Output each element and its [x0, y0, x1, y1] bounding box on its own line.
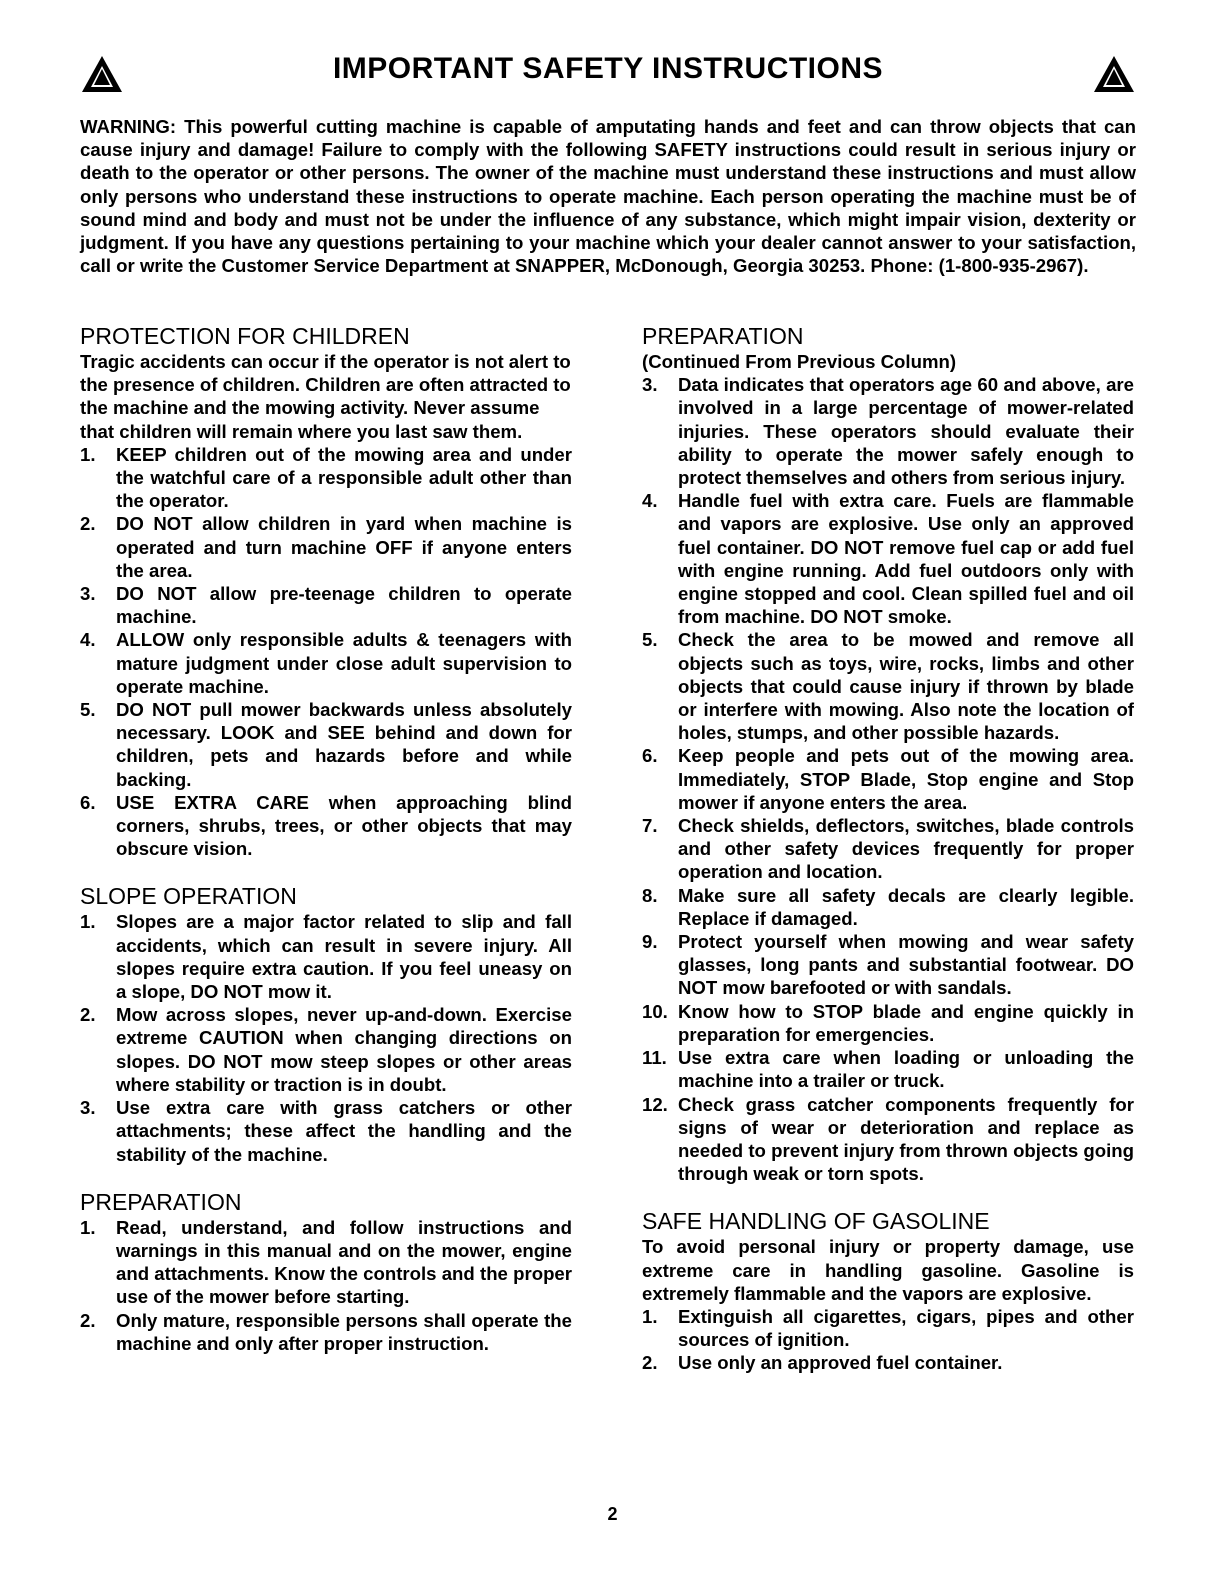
- protection-lead: Tragic accidents can occur if the operator is not alert to the presence of children. Children are often attracted to the machine and the mowing activity. Never assume that children will remain where you last saw them.: [80, 351, 571, 442]
- left-column: [80, 322, 572, 1355]
- gasoline-list: [642, 1305, 1134, 1375]
- list-item: 5. Check the area to be mowed and remove all objects such as toys, wire, rocks, limbs and other objects that could cause injury if thrown by blade or interfere with mowing. Also note the location of holes, stumps, and other possible hazards.: [642, 629, 1134, 744]
- section-title-preparation-continued: PREPARATION: [642, 323, 804, 349]
- list-item: 7. Check shields, deflectors, switches, blade controls and other safety devices frequently for proper operation and location.: [642, 815, 1134, 883]
- list-item: 6. Keep people and pets out of the mowing area. Immediately, STOP Blade, Stop engine and Stop mower if anyone enters the area.: [642, 745, 1134, 813]
- list-item: 1. Read, understand, and follow instructions and warnings in this manual and on the mower, engine and attachments. Know the controls and the proper use of the mower before starting.: [80, 1216, 572, 1308]
- right-column: [642, 322, 1134, 1375]
- warning-triangle-icon: [1092, 54, 1136, 94]
- list-item: 3. Data indicates that operators age 60 and above, are involved in a large percentage of mower-related injuries. These operators should evaluate their ability to operate the mower safely enough to protect themselves and others from serious injury.: [642, 374, 1134, 489]
- slope-list: [80, 910, 572, 1165]
- list-item: 9. Protect yourself when mowing and wear safety glasses, long pants and substantial footwear. DO NOT mow barefooted or with sandals.: [642, 931, 1134, 999]
- section-title-safe-handling-of-gasoline: SAFE HANDLING OF GASOLINE: [642, 1208, 990, 1235]
- list-item: 1. Extinguish all cigarettes, cigars, pipes and other sources of ignition.: [642, 1305, 1134, 1351]
- section-title-protection-for-children: PROTECTION FOR CHILDREN: [80, 323, 410, 349]
- page-number: 2: [607, 1504, 618, 1524]
- list-item: 3. DO NOT allow pre-teenage children to operate machine.: [80, 583, 572, 628]
- list-item: 4. ALLOW only responsible adults & teenagers with mature judgment under close adult supervision to operate machine.: [80, 629, 572, 697]
- list-item: 1. KEEP children out of the mowing area and under the watchful care of a responsible adult other than the operator.: [80, 443, 572, 512]
- page-header: [80, 52, 1136, 98]
- list-item: 2. Only mature, responsible persons shall operate the machine and only after proper instruction.: [80, 1309, 572, 1354]
- list-item: 1. Slopes are a major factor related to slip and fall accidents, which can result in severe injury. All slopes require extra caution. If you feel uneasy on a slope, DO NOT mow it.: [80, 911, 572, 1003]
- list-item: 11. Use extra care when loading or unloading the machine into a trailer or truck.: [642, 1047, 1134, 1092]
- list-item: 2. Use only an approved fuel container.: [642, 1352, 1003, 1374]
- warning-intro: WARNING: This powerful cutting machine is capable of amputating hands and feet and can throw objects that can cause injury and damage! Failure to comply with the following SAFETY instructions could result in serious injury or death to the operator or other persons. The owner of the machine must understand these instructions and must allow only persons who understand these instructions to operate machine. Each person operating the machine must be of sound mind and body and must not be under the influence of any substance, which might impair vision, dexterity or judgment. If you have any questions pertaining to your machine which your dealer cannot answer to your satisfaction, call or write the Customer Service Department at SNAPPER, McDonough, Georgia 30253. Phone: (1-800-935-2967).: [80, 116, 1136, 277]
- list-item: 8. Make sure all safety decals are clearly legible. Replace if damaged.: [642, 884, 1134, 929]
- list-item: 6. USE EXTRA CARE when approaching blind corners, shrubs, trees, or other objects that may obscure vision.: [80, 791, 572, 860]
- protection-list: [80, 443, 572, 861]
- list-item: 2. Mow across slopes, never up-and-down. Exercise extreme CAUTION when changing directions on slopes. DO NOT mow steep slopes or other areas where stability or traction is in doubt.: [80, 1004, 572, 1095]
- list-item: 10. Know how to STOP blade and engine quickly in preparation for emergencies.: [642, 1000, 1134, 1045]
- list-item: 12. Check grass catcher components frequently for signs of wear or deterioration and replace as needed to prevent injury from thrown objects going through weak or torn spots.: [642, 1093, 1134, 1185]
- continued-note: (Continued From Previous Column): [642, 351, 957, 372]
- list-item: 4. Handle fuel with extra care. Fuels are flammable and vapors are explosive. Use only an approved fuel container. DO NOT remove fuel cap or add fuel with engine running. Add fuel outdoors only with engine stopped and cool. Clean spilled fuel and oil from machine. DO NOT smoke.: [642, 490, 1134, 628]
- list-item: 3. Use extra care with grass catchers or other attachments; these affect the handling and the stability of the machine.: [80, 1097, 572, 1165]
- gasoline-lead: To avoid personal injury or property damage, use extreme care in handling gasoline. Gasoline is extremely flammable and the vapors are explosive.: [642, 1236, 1134, 1304]
- section-title-slope-operation: SLOPE OPERATION: [80, 883, 297, 910]
- list-item: 5. DO NOT pull mower backwards unless absolutely necessary. LOOK and SEE behind and down for children, pets and hazards before and while backing.: [80, 699, 572, 790]
- preparation-continued-list: [642, 373, 1134, 1185]
- section-title-preparation: PREPARATION: [80, 1188, 242, 1215]
- list-item: 2. DO NOT allow children in yard when machine is operated and turn machine OFF if anyone enters the area.: [80, 513, 572, 581]
- preparation-list: [80, 1216, 572, 1355]
- page-title: IMPORTANT SAFETY INSTRUCTIONS: [332, 52, 884, 85]
